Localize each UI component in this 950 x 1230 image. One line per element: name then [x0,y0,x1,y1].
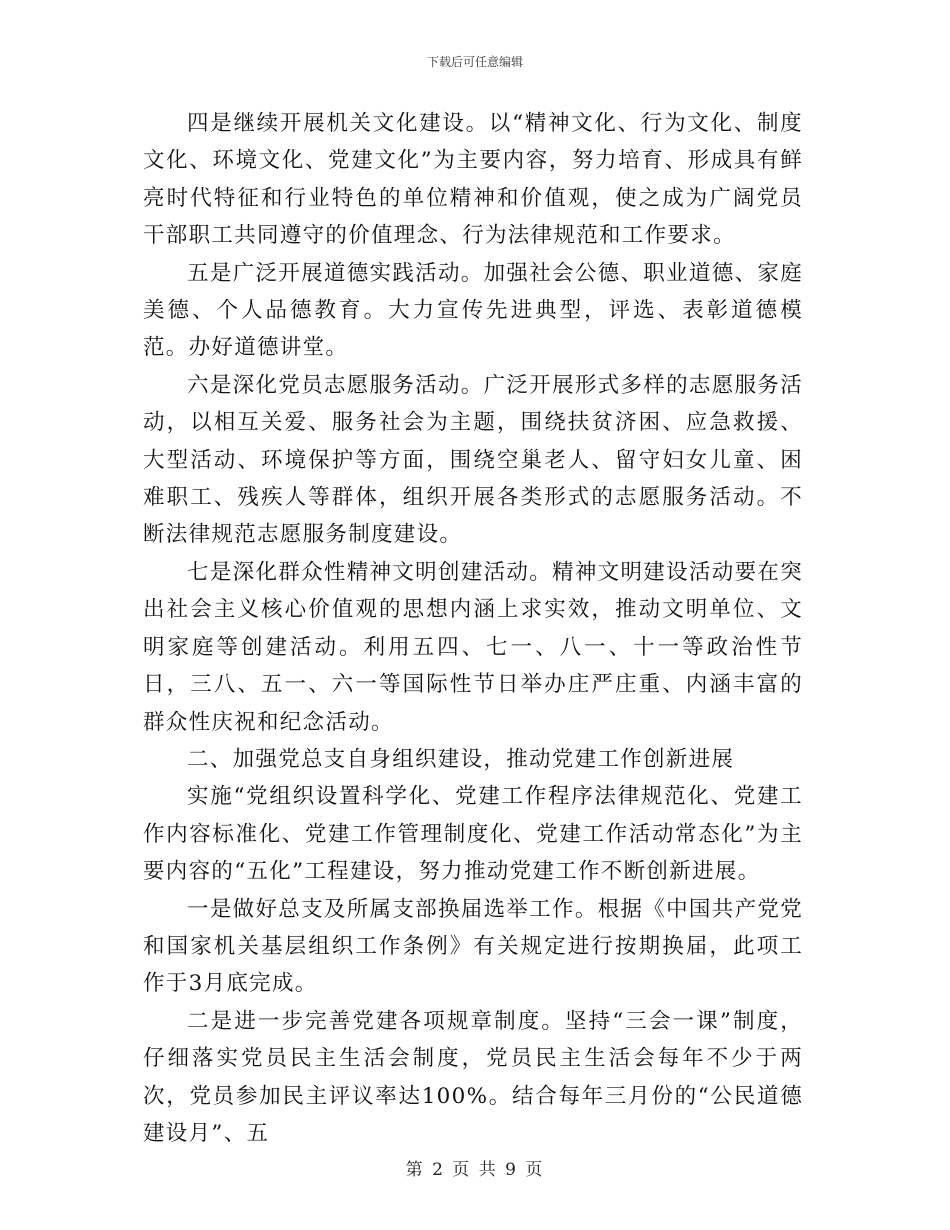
page-footer: 第 2 页 共 9 页 [405,1160,545,1180]
paragraph-civilization-activities: 七是深化群众性精神文明创建活动。精神文明建设活动要在突出社会主义核心价值观的思想内涵上求实效，推动文明单位、文明家庭等创建活动。利用五四、七一、八一、十一等政治性节日，三八、五一、六一等国际性节日举办庄严庄重、内涵丰富的群众性庆祝和纪念活动。 [143,559,803,735]
paragraph-election: 一是做好总支及所属支部换届选举工作。根据《中国共产党党和国家机关基层组织工作条例》有关规定进行按期换届，此项工作于3月底完成。 [143,896,803,997]
document-body [143,105,803,1152]
paragraph-moral-practice: 五是广泛开展道德实践活动。加强社会公德、职业道德、家庭美德、个人品德教育。大力宣传先进典型，评选、表彰道德模范。办好道德讲堂。 [143,260,803,361]
page-header: 下载后可任意编辑 [426,55,523,69]
paragraph-culture-building: 四是继续开展机关文化建设。以“精神文化、行为文化、制度文化、环境文化、党建文化”为主要内容，努力培育、形成具有鲜亮时代特征和行业特色的单位精神和价值观，使之成为广阔党员干部职工共同遵守的价值理念、行为法律规范和工作要求。 [143,111,803,249]
section-heading: 二、加强党总支自身组织建设，推动党建工作创新进展 [187,746,735,772]
paragraph-regulations: 二是进一步完善党建各项规章制度。坚持“三会一课”制度，仔细落实党员民主生活会制度，党员民主生活会每年不少于两次，党员参加民主评议率达100%。结合每年三月份的“公民道德建设月”、五 [143,1008,803,1146]
paragraph-five-modernizations: 实施“党组织设置科学化、党建工作程序法律规范化、党建工作内容标准化、党建工作管理制度化、党建工作活动常态化”为主要内容的“五化”工程建设，努力推动党建工作不断创新进展。 [143,784,803,885]
paragraph-volunteer-service: 六是深化党员志愿服务活动。广泛开展形式多样的志愿服务活动，以相互关爱、服务社会为主题，围绕扶贫济困、应急救援、大型活动、环境保护等方面，围绕空巢老人、留守妇女儿童、困难职工、残疾人等群体，组织开展各类形式的志愿服务活动。不断法律规范志愿服务制度建设。 [143,372,803,548]
